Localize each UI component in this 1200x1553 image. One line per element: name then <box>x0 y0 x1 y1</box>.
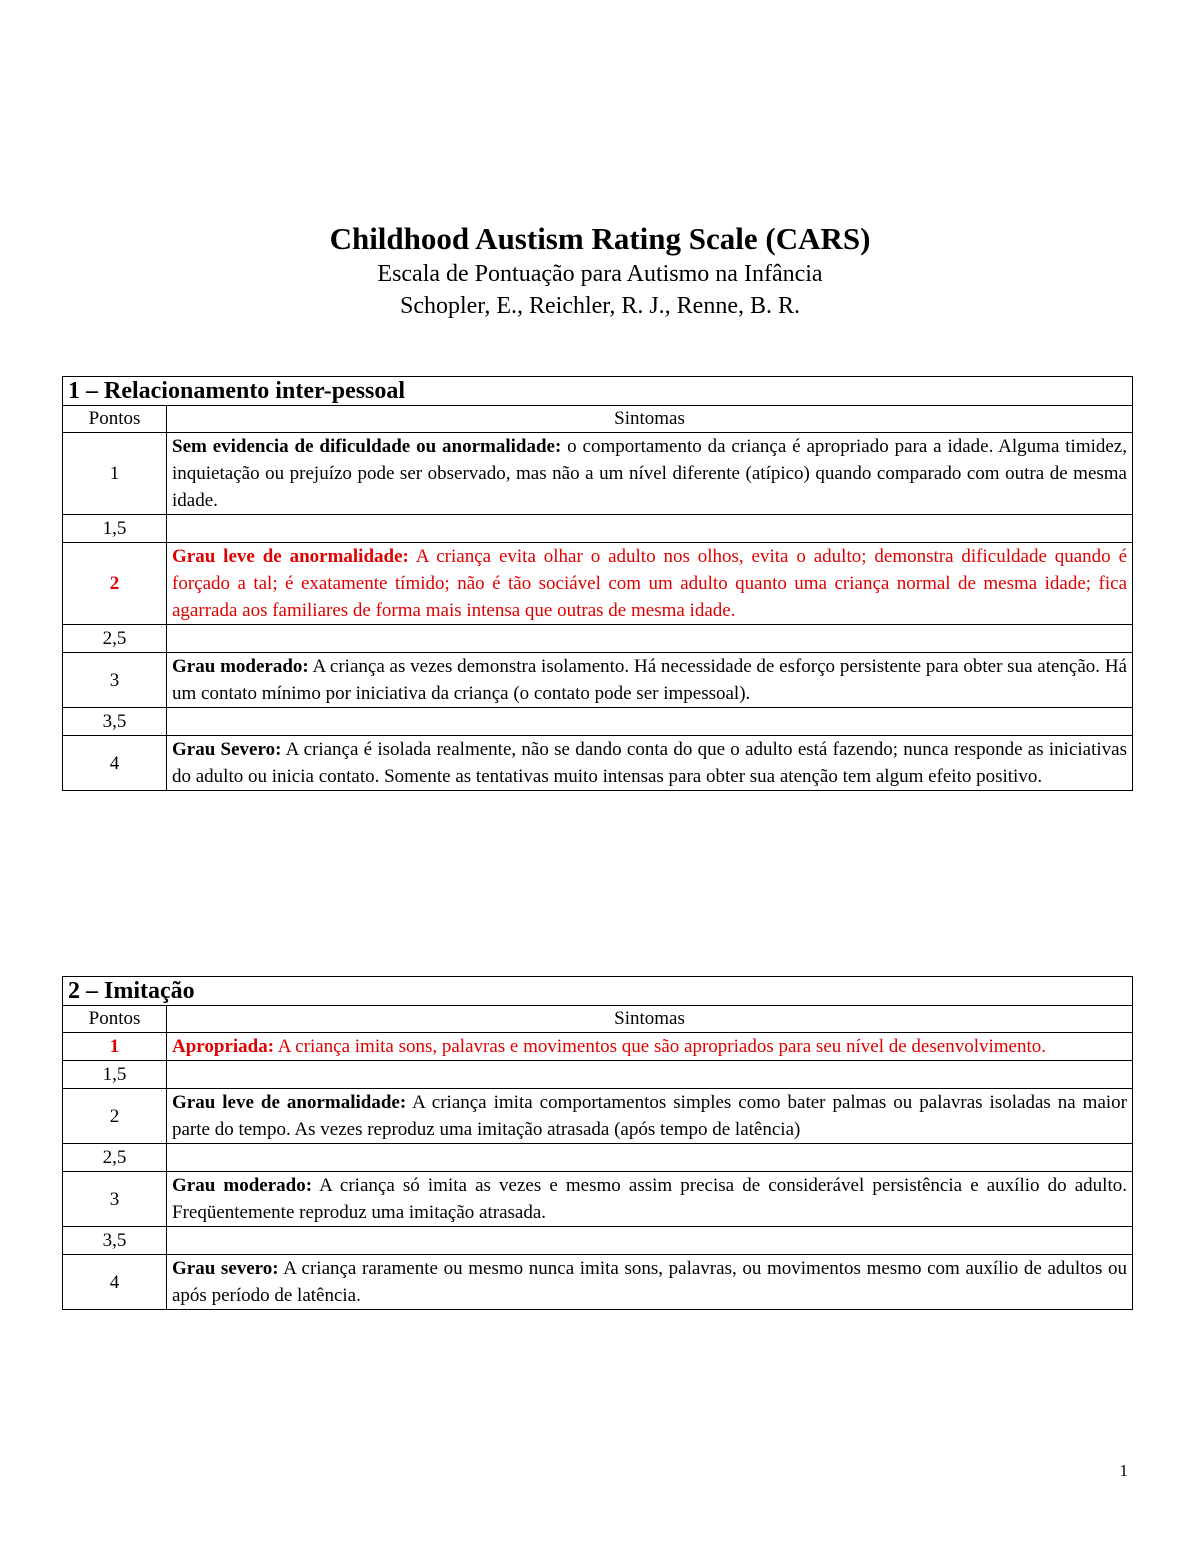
symptom-cell <box>167 1033 1133 1061</box>
score-cell: 3,5 <box>63 708 167 736</box>
column-header-pontos: Pontos <box>63 406 167 433</box>
section-title: 1 – Relacionamento inter-pessoal <box>63 377 1133 406</box>
symptom-text: A criança as vezes demonstra isolamento. Há necessidade de esforço persistente para obter sua atenção. Há um contato mínimo por iniciativa da criança (o contato pode ser impessoal). <box>172 656 1127 704</box>
symptom-text: A criança imita sons, palavras e movimentos que são apropriados para seu nível de desenvolvimento. <box>274 1036 1046 1057</box>
symptom-text: A criança evita olhar o adulto nos olhos, evita o adulto; demonstra dificuldade quando é forçado a tal; é exatamente tímido; não é tão sociável com um adulto quanto uma criança normal de mesma idade; fica agarrada aos familiares de forma mais intensa que outras de mesma idade. <box>172 546 1128 621</box>
table-row <box>63 1061 1133 1089</box>
symptom-cell <box>167 653 1133 708</box>
symptom-cell <box>167 1089 1133 1144</box>
table-row <box>63 1255 1133 1310</box>
symptom-cell <box>167 1144 1133 1172</box>
score-cell: 2,5 <box>63 1144 167 1172</box>
document-subtitle: Escala de Pontuação para Autismo na Infância <box>377 261 823 287</box>
table-row <box>63 1089 1133 1144</box>
score-cell: 3 <box>63 1172 167 1227</box>
table-row <box>63 1144 1133 1172</box>
table-row <box>63 433 1133 515</box>
symptom-label: Grau moderado: <box>172 1175 313 1196</box>
symptom-label: Grau leve de anormalidade: <box>172 1092 407 1113</box>
table-row <box>63 1172 1133 1227</box>
table-row <box>63 1033 1133 1061</box>
symptom-label: Grau leve de anormalidade: <box>172 546 409 567</box>
symptom-label: Sem evidencia de dificuldade ou anormalidade: <box>172 436 562 457</box>
symptom-text: o comportamento da criança é apropriado para a idade. Alguma timidez, inquietação ou prejuízo pode ser observado, mas não a um nível diferente (atípico) quando comparado com outra de mesma idade. <box>172 436 1127 511</box>
symptom-cell <box>167 736 1133 791</box>
score-cell: 1 <box>63 433 167 515</box>
table-row <box>63 653 1133 708</box>
symptom-text: A criança imita comportamentos simples como bater palmas ou palavras isoladas na maior parte do tempo. As vezes reproduz uma imitação atrasada (após tempo de latência) <box>172 1092 1128 1140</box>
symptom-text: A criança só imita as vezes e mesmo assim precisa de considerável persistência e auxílio do adulto. Freqüentemente reproduz uma imitação atrasada. <box>172 1175 1127 1223</box>
column-header-pontos: Pontos <box>63 1006 167 1033</box>
symptom-cell <box>167 515 1133 543</box>
symptom-cell <box>167 1227 1133 1255</box>
symptom-cell <box>167 708 1133 736</box>
score-cell: 1,5 <box>63 1061 167 1089</box>
table-row <box>63 543 1133 625</box>
symptom-cell <box>167 625 1133 653</box>
symptom-label: Grau Severo: <box>172 739 282 760</box>
page-number: 1 <box>1119 1461 1128 1480</box>
document-header <box>0 220 1200 322</box>
score-cell: 3 <box>63 653 167 708</box>
symptom-label: Apropriada: <box>172 1036 275 1057</box>
score-cell: 4 <box>63 736 167 791</box>
symptom-text: A criança é isolada realmente, não se dando conta do que o adulto está fazendo; nunca responde as iniciativas do adulto ou inicia contato. Somente as tentativas muito intensas para obter sua atenção tem algum efeito positivo. <box>172 739 1127 787</box>
symptom-cell <box>167 1255 1133 1310</box>
table-row <box>63 1227 1133 1255</box>
score-cell: 1,5 <box>63 515 167 543</box>
symptom-cell <box>167 1172 1133 1227</box>
document-authors: Schopler, E., Reichler, R. J., Renne, B. R. <box>399 293 801 319</box>
score-cell: 2 <box>63 543 167 625</box>
score-cell: 3,5 <box>63 1227 167 1255</box>
symptom-cell <box>167 543 1133 625</box>
document-title: Childhood Austism Rating Scale (CARS) <box>329 221 871 256</box>
score-cell: 2 <box>63 1089 167 1144</box>
column-header-sintomas: Sintomas <box>167 406 1133 433</box>
symptom-label: Grau moderado: <box>172 656 309 677</box>
score-cell: 2,5 <box>63 625 167 653</box>
symptom-text: A criança raramente ou mesmo nunca imita sons, palavras, ou movimentos mesmo com auxílio de adultos ou após período de latência. <box>172 1258 1127 1306</box>
symptom-label: Grau severo: <box>172 1258 279 1279</box>
score-cell: 4 <box>63 1255 167 1310</box>
table-row <box>63 708 1133 736</box>
score-cell: 1 <box>63 1033 167 1061</box>
column-header-sintomas: Sintomas <box>167 1006 1133 1033</box>
section-title: 2 – Imitação <box>63 977 1133 1006</box>
table-row <box>63 736 1133 791</box>
table-row <box>63 515 1133 543</box>
section-2-table <box>62 976 1133 1310</box>
symptom-cell <box>167 433 1133 515</box>
table-row <box>63 625 1133 653</box>
symptom-cell <box>167 1061 1133 1089</box>
section-1-table <box>62 376 1133 791</box>
